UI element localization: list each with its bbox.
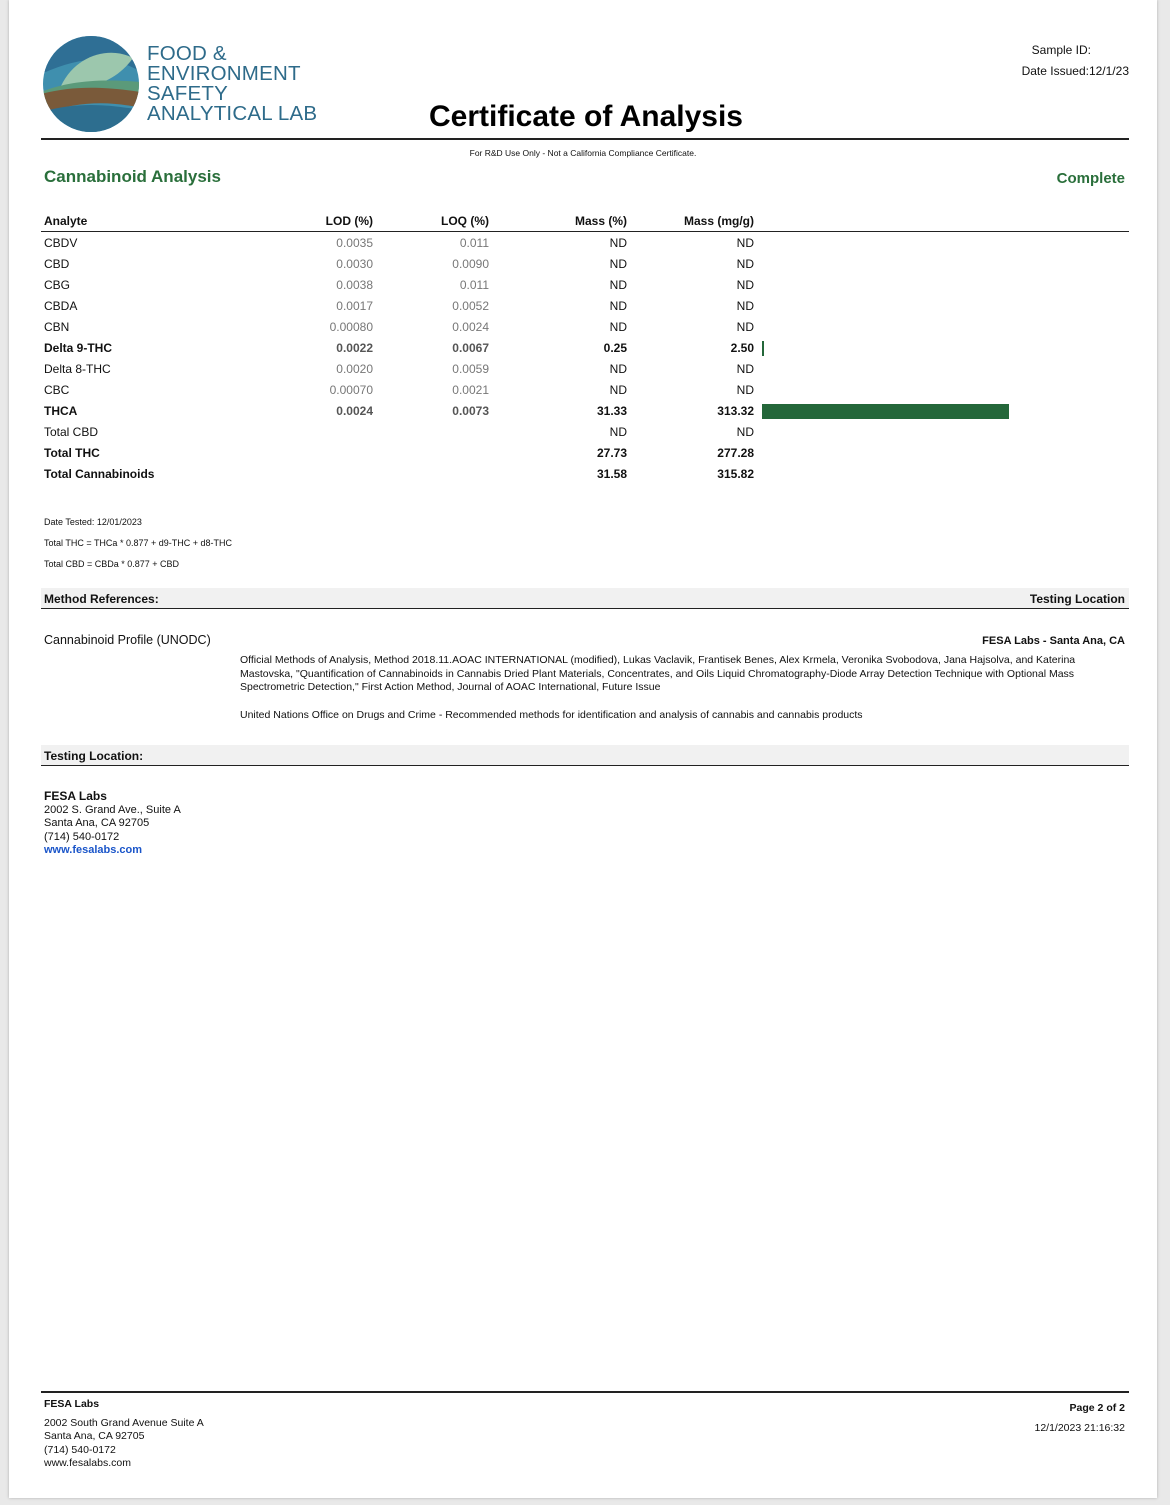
mass-mgg-cell: ND — [736, 319, 754, 334]
mass-mgg-cell: ND — [736, 424, 754, 439]
lab-address — [44, 790, 181, 858]
column-header: Mass (%) — [489, 212, 627, 232]
lod-cell: 0.0030 — [336, 256, 373, 271]
mass-mgg-cell: 2.50 — [730, 340, 754, 355]
testing-location-header — [41, 745, 1129, 766]
bar-cell — [754, 379, 1129, 400]
mass-percent-cell: ND — [609, 319, 627, 334]
mass-percent-cell: ND — [609, 235, 627, 250]
note-line: Date Tested: 12/01/2023 — [44, 517, 142, 527]
footer-lab-name: FESA Labs — [44, 1398, 100, 1410]
document-page — [9, 0, 1157, 1498]
mass-mgg-cell: ND — [736, 235, 754, 250]
address-line: Santa Ana, CA 92705 — [44, 817, 150, 829]
table-row — [41, 253, 1129, 274]
analyte-cell: CBD — [44, 256, 70, 271]
analyte-cell: Delta 8-THC — [44, 361, 111, 376]
bar-cell — [754, 316, 1129, 337]
mass-mgg-cell: 313.32 — [717, 403, 754, 418]
rd-use-note: For R&D Use Only - Not a California Compliance Certificate. — [469, 148, 697, 158]
mass-percent-cell: ND — [609, 361, 627, 376]
footer-line: 2002 South Grand Avenue Suite A — [44, 1416, 204, 1429]
table-row — [41, 274, 1129, 295]
loq-cell: 0.0073 — [452, 403, 489, 418]
lod-cell: 0.00080 — [329, 319, 373, 334]
mass-percent-cell: 31.58 — [596, 466, 627, 481]
column-header: Mass (mg/g) — [627, 212, 754, 232]
loq-cell: 0.0024 — [452, 319, 489, 334]
logo-line: FOOD & — [147, 42, 227, 65]
testing-location-heading: Testing Location: — [44, 749, 144, 763]
lab-name: FESA Labs — [44, 789, 107, 803]
lod-cell: 0.0017 — [336, 298, 373, 313]
bar-cell — [754, 253, 1129, 274]
mass-mgg-cell: ND — [736, 256, 754, 271]
lod-cell: 0.0035 — [336, 235, 373, 250]
sample-id-label: Sample ID: — [1031, 43, 1091, 57]
address-line: 2002 S. Grand Ave., Suite A — [44, 803, 181, 816]
bar-cell — [754, 295, 1129, 316]
lod-cell: 0.0022 — [336, 340, 373, 355]
table-row — [41, 232, 1129, 254]
logo-line: ENVIRONMENT — [147, 62, 301, 85]
lod-cell — [251, 463, 373, 484]
lod-cell — [251, 421, 373, 442]
test-notes — [44, 512, 232, 575]
column-header: LOQ (%) — [373, 212, 489, 232]
footer-timestamp: 12/1/2023 21:16:32 — [1034, 1422, 1125, 1434]
mass-percent-cell: 31.33 — [596, 403, 627, 418]
loq-cell — [373, 421, 489, 442]
mass-mgg-cell: 315.82 — [717, 466, 754, 481]
footer-meta — [1034, 1398, 1125, 1438]
footer-website: www.fesalabs.com — [44, 1457, 131, 1469]
table-row — [41, 337, 1129, 358]
analyte-cell: Total Cannabinoids — [44, 466, 155, 481]
loq-cell: 0.0059 — [452, 361, 489, 376]
method-reference: United Nations Office on Drugs and Crime - Recommended methods for identification and analysis of cannabis and cannabis products — [240, 708, 863, 721]
footer-phone: (714) 540-0172 — [44, 1443, 116, 1456]
mass-percent-cell: ND — [609, 424, 627, 439]
mass-mgg-cell: ND — [736, 277, 754, 292]
analyte-cell: CBDA — [44, 298, 78, 313]
loq-cell — [373, 442, 489, 463]
analyte-cell: Total THC — [44, 445, 100, 460]
table-row — [41, 316, 1129, 337]
fesa-logo-icon — [41, 34, 141, 134]
mass-percent-cell: 27.73 — [596, 445, 627, 460]
lab-name-wordmark — [147, 44, 317, 124]
lod-cell: 0.0038 — [336, 277, 373, 292]
loq-cell: 0.011 — [459, 277, 489, 292]
section-title: Cannabinoid Analysis — [44, 167, 221, 186]
page-number: Page 2 of 2 — [1069, 1402, 1125, 1414]
bar-cell — [754, 232, 1129, 254]
date-issued-value: 12/1/23 — [1088, 64, 1129, 78]
concentration-bar — [762, 404, 1009, 419]
date-issued-label: Date Issued: — [1021, 64, 1089, 78]
loq-cell — [373, 463, 489, 484]
column-header: Analyte — [41, 212, 251, 232]
analyte-cell: CBDV — [44, 235, 78, 250]
mass-mgg-cell: 277.28 — [717, 445, 754, 460]
table-row — [41, 295, 1129, 316]
table-header-row — [41, 212, 1129, 232]
status-badge: Complete — [1056, 170, 1125, 187]
analyte-cell: CBN — [44, 319, 70, 334]
column-header-bar — [754, 212, 1129, 232]
lod-cell: 0.00070 — [329, 382, 373, 397]
mass-percent-cell: ND — [609, 382, 627, 397]
page-title: Certificate of Analysis — [429, 100, 743, 133]
bar-cell — [754, 337, 1129, 358]
loq-cell: 0.0052 — [452, 298, 489, 313]
footer-address — [44, 1398, 204, 1471]
table-row — [41, 463, 1129, 484]
concentration-bar — [762, 341, 764, 356]
method-references-text — [240, 654, 1120, 722]
table-row — [41, 442, 1129, 463]
header-divider — [41, 138, 1129, 140]
method-name: Cannabinoid Profile (UNODC) — [44, 633, 211, 647]
note-line: Total CBD = CBDa * 0.877 + CBD — [44, 559, 180, 569]
analyte-cell: CBC — [44, 382, 70, 397]
bar-cell — [754, 400, 1129, 421]
table-row — [41, 400, 1129, 421]
mass-percent-cell: ND — [609, 277, 627, 292]
mass-mgg-cell: ND — [736, 382, 754, 397]
website-link[interactable]: www.fesalabs.com — [44, 844, 143, 856]
loq-cell: 0.0090 — [452, 256, 489, 271]
lod-cell: 0.0020 — [336, 361, 373, 376]
header-meta — [1022, 40, 1129, 82]
logo-line: SAFETY — [147, 82, 228, 105]
results-table — [41, 212, 1129, 484]
bar-cell — [754, 358, 1129, 379]
table-row — [41, 358, 1129, 379]
analyte-cell: Delta 9-THC — [44, 340, 113, 355]
lod-cell — [251, 442, 373, 463]
analyte-cell: THCA — [44, 403, 78, 418]
table-row — [41, 421, 1129, 442]
note-line: Total THC = THCa * 0.877 + d9-THC + d8-THC — [44, 538, 232, 548]
loq-cell: 0.0067 — [452, 340, 489, 355]
logo-line: ANALYTICAL LAB — [147, 102, 318, 125]
bar-cell — [754, 421, 1129, 442]
table-row — [41, 379, 1129, 400]
method-location: FESA Labs - Santa Ana, CA — [982, 635, 1125, 647]
testing-location-label: Testing Location — [1029, 592, 1125, 606]
column-header: LOD (%) — [251, 212, 373, 232]
mass-percent-cell: 0.25 — [603, 340, 627, 355]
phone: (714) 540-0172 — [44, 830, 120, 843]
mass-percent-cell: ND — [609, 298, 627, 313]
footer-divider — [41, 1391, 1129, 1393]
method-reference: Official Methods of Analysis, Method 2018.11.AOAC INTERNATIONAL (modified), Lukas Vaclavik, Frantisek Benes, Alex Krmela, Veronika Svobodova, Jana Hajsolva, and Katerina Mastovska, "Quantification of Cannabinoids in Cannabis Dried Plant Materials, Concentrates, and Oils Liquid Chromatography-Diode Array Detection Technique with Optional Mass Spectrometric Detection," First Action Method, Journal of AOAC International, Future Issue — [240, 654, 1076, 693]
bar-cell — [754, 274, 1129, 295]
analyte-cell: Total CBD — [44, 424, 99, 439]
analyte-cell: CBG — [44, 277, 71, 292]
bar-cell — [754, 463, 1129, 484]
footer-line: Santa Ana, CA 92705 — [44, 1430, 145, 1442]
mass-percent-cell: ND — [609, 256, 627, 271]
loq-cell: 0.0021 — [452, 382, 489, 397]
method-references-header — [41, 588, 1129, 609]
loq-cell: 0.011 — [459, 235, 489, 250]
lod-cell: 0.0024 — [336, 403, 373, 418]
method-references-label: Method References: — [44, 592, 159, 606]
bar-cell — [754, 442, 1129, 463]
mass-mgg-cell: ND — [736, 361, 754, 376]
mass-mgg-cell: ND — [736, 298, 754, 313]
